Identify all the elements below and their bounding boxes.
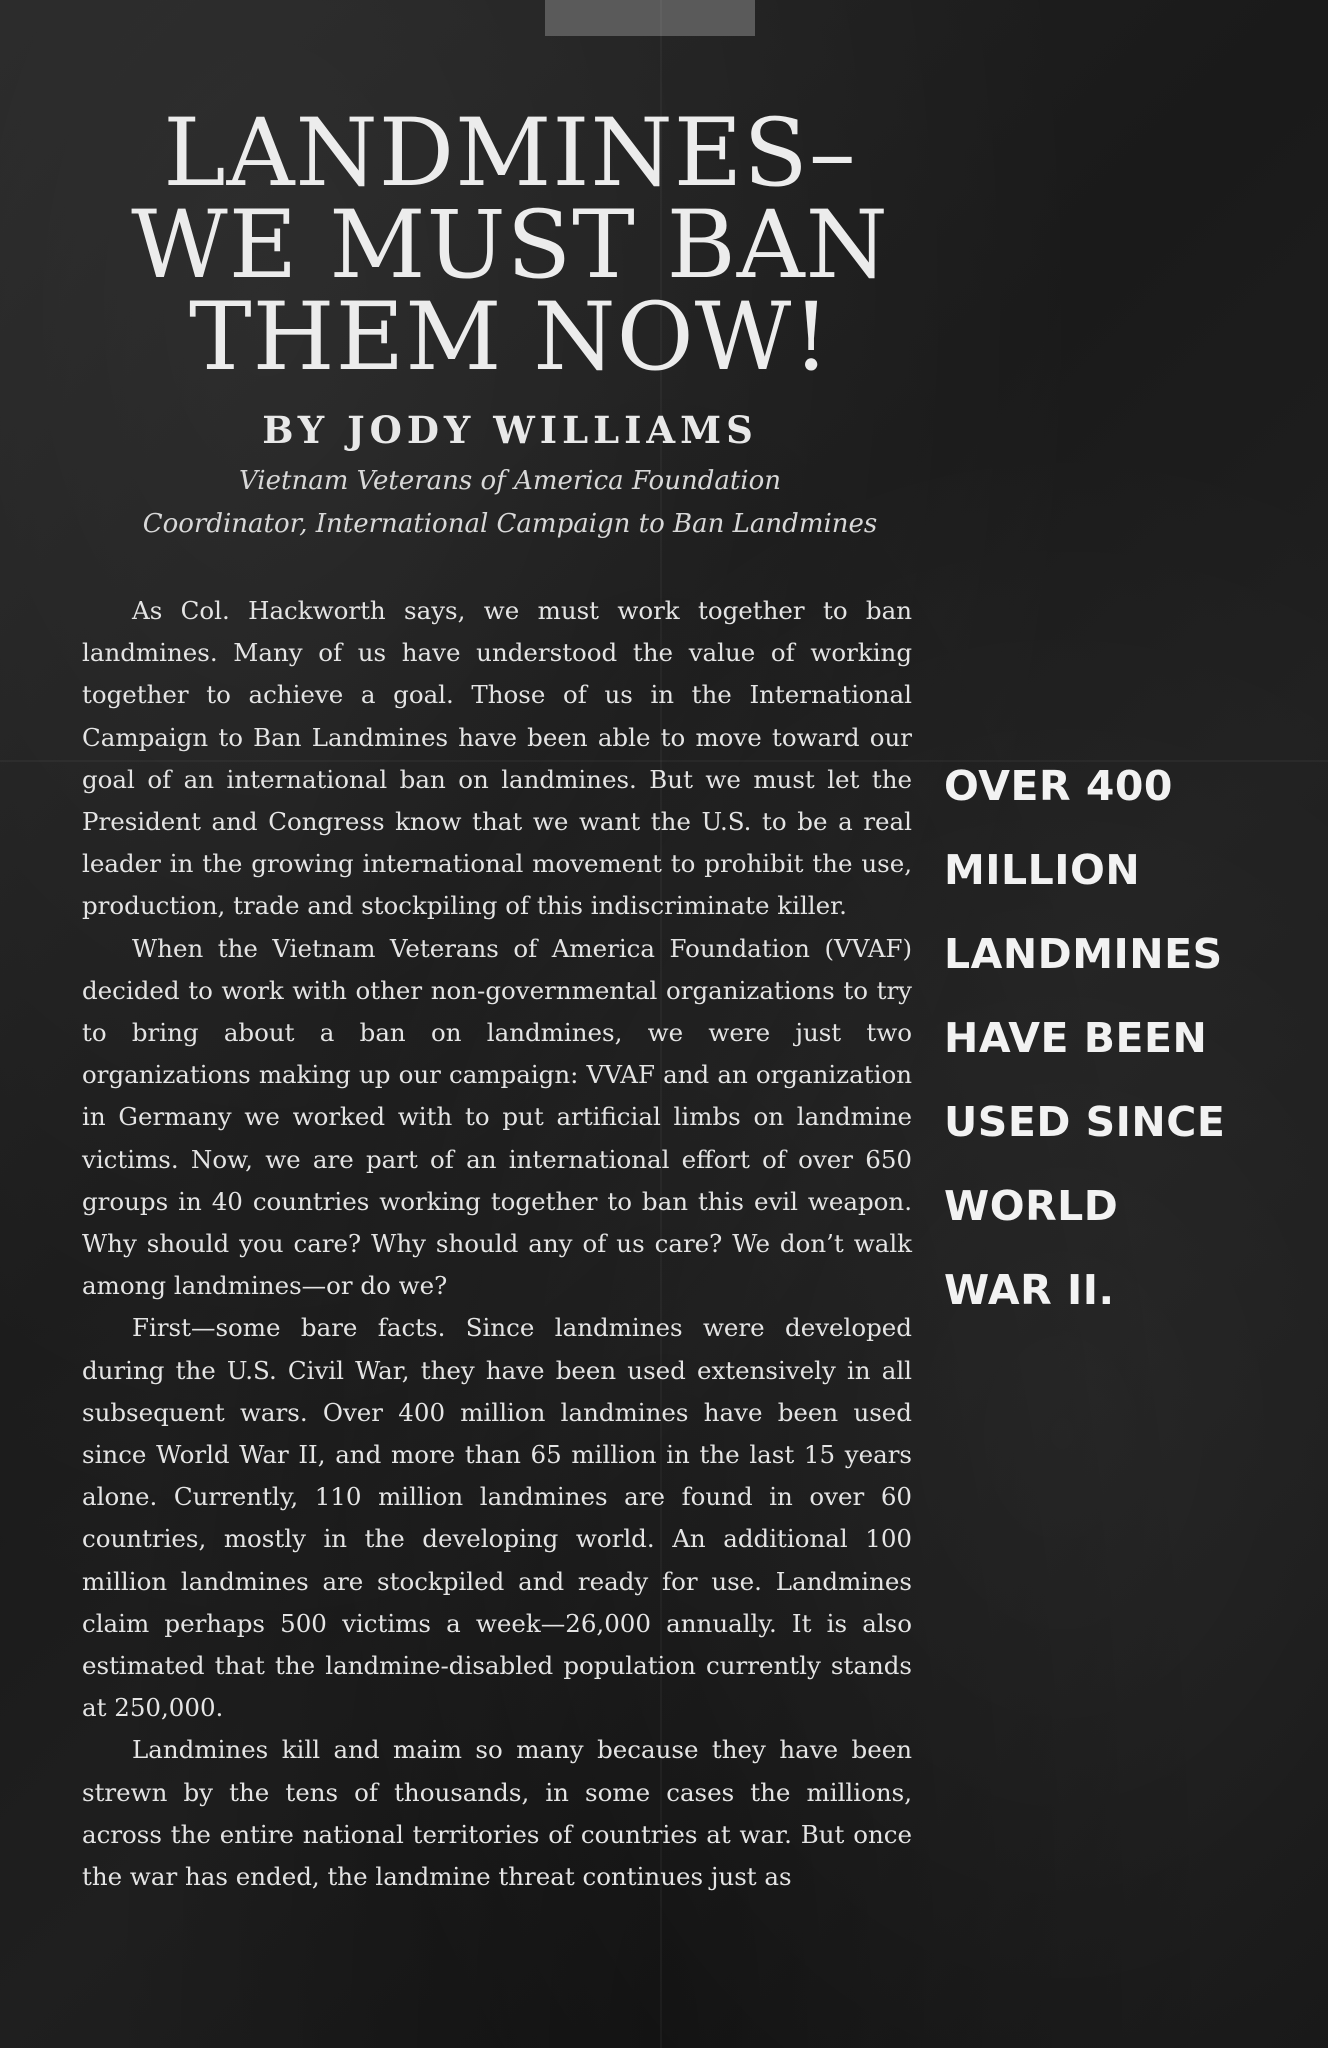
pull-quote-line: LANDMINES [944,930,1223,978]
pull-quote-line: WORLD [944,1182,1119,1230]
pull-quote-line: OVER 400 [944,762,1173,810]
author-organization: Vietnam Veterans of America Foundation [238,466,782,496]
article-body [82,590,912,1898]
page-tab [545,0,755,36]
headline-line: LANDMINES– [163,99,857,208]
article-paragraph: First—some bare facts. Since landmines were developed during the U.S. Civil War, they have been used extensively in all subsequent wars. Over 400 million landmines have been used since World War II, and more than 65 million in the last 15 years alone. Currently, 110 million landmines are found in over 60 countries, mostly in the developing world. An additional 100 million landmines are stockpiled and ready for use. Landmines claim perhaps 500 victims a week—26,000 annually. It is also estimated that the landmine-disabled population currently stands at 250,000. [82,1313,912,1723]
author-title: Coordinator, International Campaign to Ban Landmines [142,509,878,539]
pull-quote-line: MILLION [944,846,1141,894]
article-paragraph: As Col. Hackworth says, we must work together to ban landmines. Many of us have understood the value of working together to achieve a goal. Those of us in the International Campaign to Ban Landmines have been able to move toward our goal of an international ban on landmines. But we must let the President and Congress know that we want the U.S. to be a real leader in the growing international movement to prohibit the use, production, trade and stockpiling of this indiscriminate killer. [82,596,912,921]
pull-quote-line: WAR II. [944,1266,1115,1314]
headline-line: THEM NOW! [188,283,832,392]
article-paragraph: Landmines kill and maim so many because they have been strewn by the tens of thousands, in some cases the millions, across the entire national territories of countries at war. But once the war has ended, the landmine threat continues just as [82,1735,912,1892]
article-paragraph: When the Vietnam Veterans of America Foundation (VVAF) decided to work with other non-governmental organizations to try to bring about a ban on landmines, we were just two organizations making up our campaign: VVAF and an organization in Germany we worked with to put artificial limbs on landmine victims. Now, we are part of an international effort of over 650 groups in 40 countries working together to ban this evil weapon. Why should you care? Why should any of us care? We don’t walk among landmines—or do we? [82,933,912,1301]
headline-line: WE MUST BAN [131,191,889,300]
pull-quote-line: HAVE BEEN [944,1014,1208,1062]
byline: BY JODY WILLIAMS [262,408,758,452]
pull-quote [944,744,1324,1332]
pull-quote-line: USED SINCE [944,1098,1226,1146]
headline [80,99,940,392]
